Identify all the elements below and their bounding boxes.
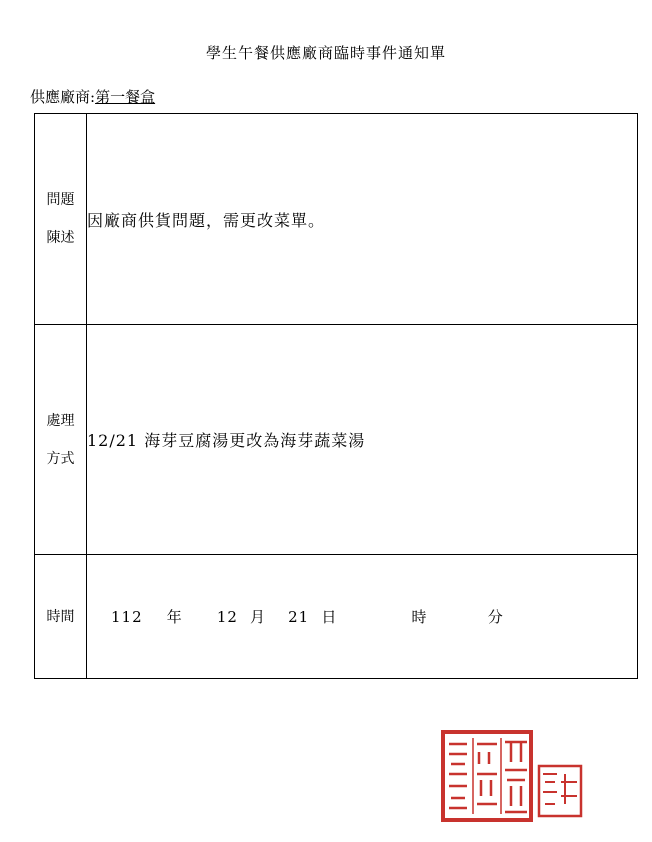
time-year: 112	[111, 608, 143, 626]
time-hour-unit: 時	[411, 608, 428, 626]
supplier-label: 供應廠商:	[30, 88, 96, 106]
time-month: 12	[216, 608, 238, 626]
handling-row	[35, 325, 638, 555]
problem-row	[35, 114, 638, 325]
time-year-unit: 年	[166, 608, 183, 626]
problem-content: 因廠商供貨問題，需更改菜單。	[87, 114, 638, 325]
official-seal-stamp	[441, 730, 585, 822]
time-row	[35, 555, 638, 679]
time-day-unit: 日	[321, 608, 338, 626]
supplier-name: 第一餐盒	[95, 88, 156, 106]
problem-label-line2: 陳述	[46, 230, 75, 246]
handling-label	[35, 325, 87, 555]
handling-content: 12/21 海芽豆腐湯更改為海芽蔬菜湯	[87, 325, 638, 555]
handling-label-line2: 方式	[46, 450, 75, 467]
handling-label-line1: 處理	[46, 412, 75, 429]
time-minute-unit: 分	[487, 608, 504, 626]
problem-label-line1: 問題	[46, 192, 75, 208]
notice-form-table	[34, 113, 638, 679]
time-label: 時間	[35, 555, 87, 679]
supplier-line	[30, 86, 155, 107]
problem-label	[35, 114, 87, 325]
time-day: 21	[288, 608, 310, 626]
time-content	[87, 555, 638, 679]
time-month-unit: 月	[250, 608, 267, 626]
document-title: 學生午餐供應廠商臨時事件通知單	[205, 44, 446, 62]
